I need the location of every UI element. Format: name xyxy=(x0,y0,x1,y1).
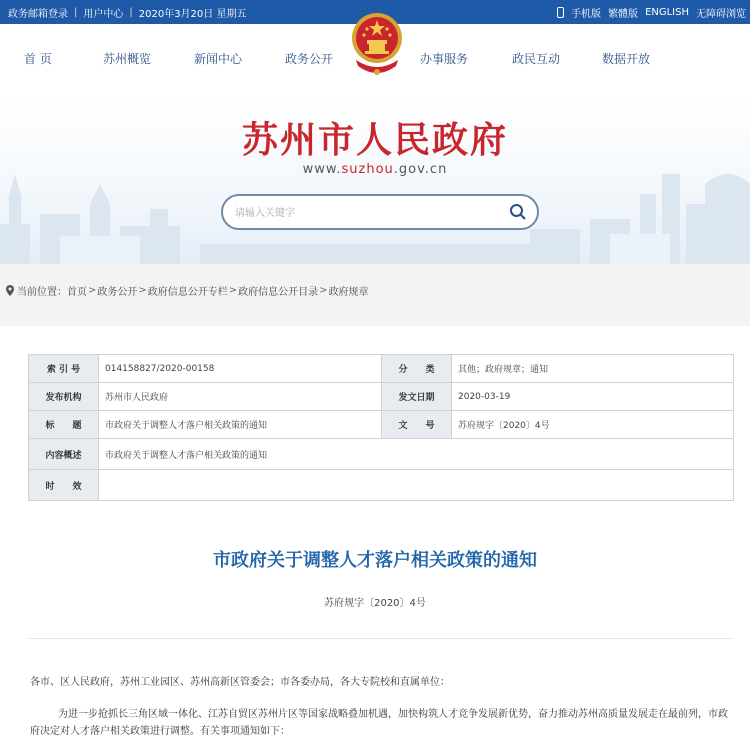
breadcrumb-separator: > xyxy=(228,285,238,296)
breadcrumb-separator: > xyxy=(88,285,97,296)
english-link[interactable]: ENGLISH xyxy=(645,7,689,18)
nav-services[interactable]: 办事服务 xyxy=(420,52,469,66)
issuer-label: 发布机构 xyxy=(29,383,99,411)
summary-label: 内容概述 xyxy=(29,439,99,470)
nav-news-center[interactable]: 新闻中心 xyxy=(194,52,243,66)
issue-date-label: 发文日期 xyxy=(382,383,452,411)
site-title: 苏州市人民政府 xyxy=(241,119,508,161)
document-body-paragraph: 为进一步抢抓长三角区域一体化、江苏自贸区苏州片区等国家战略叠加机遇，加快构筑人才竞争发展新优势，奋力推动苏州高质量发展走在最前列，市政府决定对人才落户相关政策进行调整。有关事项通知如下： xyxy=(30,709,728,737)
nav-suzhou-overview[interactable]: 苏州概览 xyxy=(103,52,152,66)
content-divider xyxy=(28,638,733,639)
index-number-value: 014158827/2020-00158 xyxy=(99,355,382,383)
nav-government-affairs[interactable]: 政务公开 xyxy=(285,52,334,66)
document-number-value: 苏府规字〔2020〕4号 xyxy=(452,411,734,439)
summary-value: 市政府关于调整人才落户相关政策的通知 xyxy=(99,439,734,470)
breadcrumb-bar xyxy=(0,264,750,326)
breadcrumb-prefix: 当前位置： xyxy=(17,287,67,298)
category-value: 其他；政府规章；通知 xyxy=(452,355,734,383)
current-date: 2020年3月20日 星期五 xyxy=(138,9,247,20)
table-row xyxy=(29,383,734,411)
issuer-value: 苏州市人民政府 xyxy=(99,383,382,411)
mobile-version-link[interactable]: 手机版 xyxy=(571,9,602,20)
table-row xyxy=(29,411,734,439)
top-bar-left xyxy=(8,5,246,20)
breadcrumb xyxy=(6,283,369,298)
traditional-chinese-link[interactable]: 繁體版 xyxy=(608,9,639,20)
validity-label: 时 效 xyxy=(29,470,99,501)
site-url-suffix: .gov.cn xyxy=(393,162,448,177)
breadcrumb-government-affairs[interactable]: 政务公开 xyxy=(97,287,138,298)
issue-date-value: 2020-03-19 xyxy=(452,383,734,411)
breadcrumb-info-disclosure-catalog[interactable]: 政府信息公开目录 xyxy=(238,287,319,298)
document-info-table xyxy=(28,354,734,501)
breadcrumb-info-disclosure-column[interactable]: 政府信息公开专栏 xyxy=(147,287,228,298)
location-pin-icon xyxy=(6,285,14,296)
document-recipients: 各市、区人民政府，苏州工业园区、苏州高新区管委会；市各委办局，各大专院校和直属单位： xyxy=(30,677,450,688)
breadcrumb-government-regulations[interactable]: 政府规章 xyxy=(328,287,369,298)
search-input[interactable] xyxy=(235,204,495,222)
title-label: 标 题 xyxy=(29,411,99,439)
main-content xyxy=(0,326,750,750)
breadcrumb-home[interactable]: 首页 xyxy=(67,287,87,298)
breadcrumb-separator: > xyxy=(319,285,328,296)
document-title: 市政府关于调整人才落户相关政策的通知 xyxy=(213,550,537,571)
search-box xyxy=(221,194,539,230)
document-number: 苏府规字〔2020〕4号 xyxy=(324,598,426,609)
nav-open-data[interactable]: 数据开放 xyxy=(602,52,651,66)
site-url-highlight: suzhou xyxy=(341,162,394,177)
email-login-link[interactable]: 政务邮箱登录 xyxy=(8,9,68,20)
separator: | xyxy=(74,7,78,18)
nav-public-interaction[interactable]: 政民互动 xyxy=(512,52,561,66)
site-url xyxy=(0,162,750,177)
search-icon[interactable] xyxy=(509,203,527,221)
table-row xyxy=(29,439,734,470)
accessible-browse-link[interactable]: 无障碍浏览 xyxy=(696,9,746,20)
category-label: 分 类 xyxy=(382,355,452,383)
table-row xyxy=(29,355,734,383)
top-bar-right xyxy=(557,5,746,20)
header-banner xyxy=(0,94,750,264)
document-number-label: 文 号 xyxy=(382,411,452,439)
breadcrumb-separator: > xyxy=(138,285,147,296)
title-value: 市政府关于调整人才落户相关政策的通知 xyxy=(99,411,382,439)
mobile-phone-icon xyxy=(557,7,564,18)
validity-value xyxy=(99,470,734,501)
site-url-prefix: www. xyxy=(302,162,342,177)
index-number-label: 索 引 号 xyxy=(29,355,99,383)
table-row xyxy=(29,470,734,501)
national-emblem-icon xyxy=(350,2,404,94)
separator: | xyxy=(129,7,133,18)
nav-home[interactable]: 首 页 xyxy=(24,52,52,66)
user-center-link[interactable]: 用户中心 xyxy=(83,9,124,20)
